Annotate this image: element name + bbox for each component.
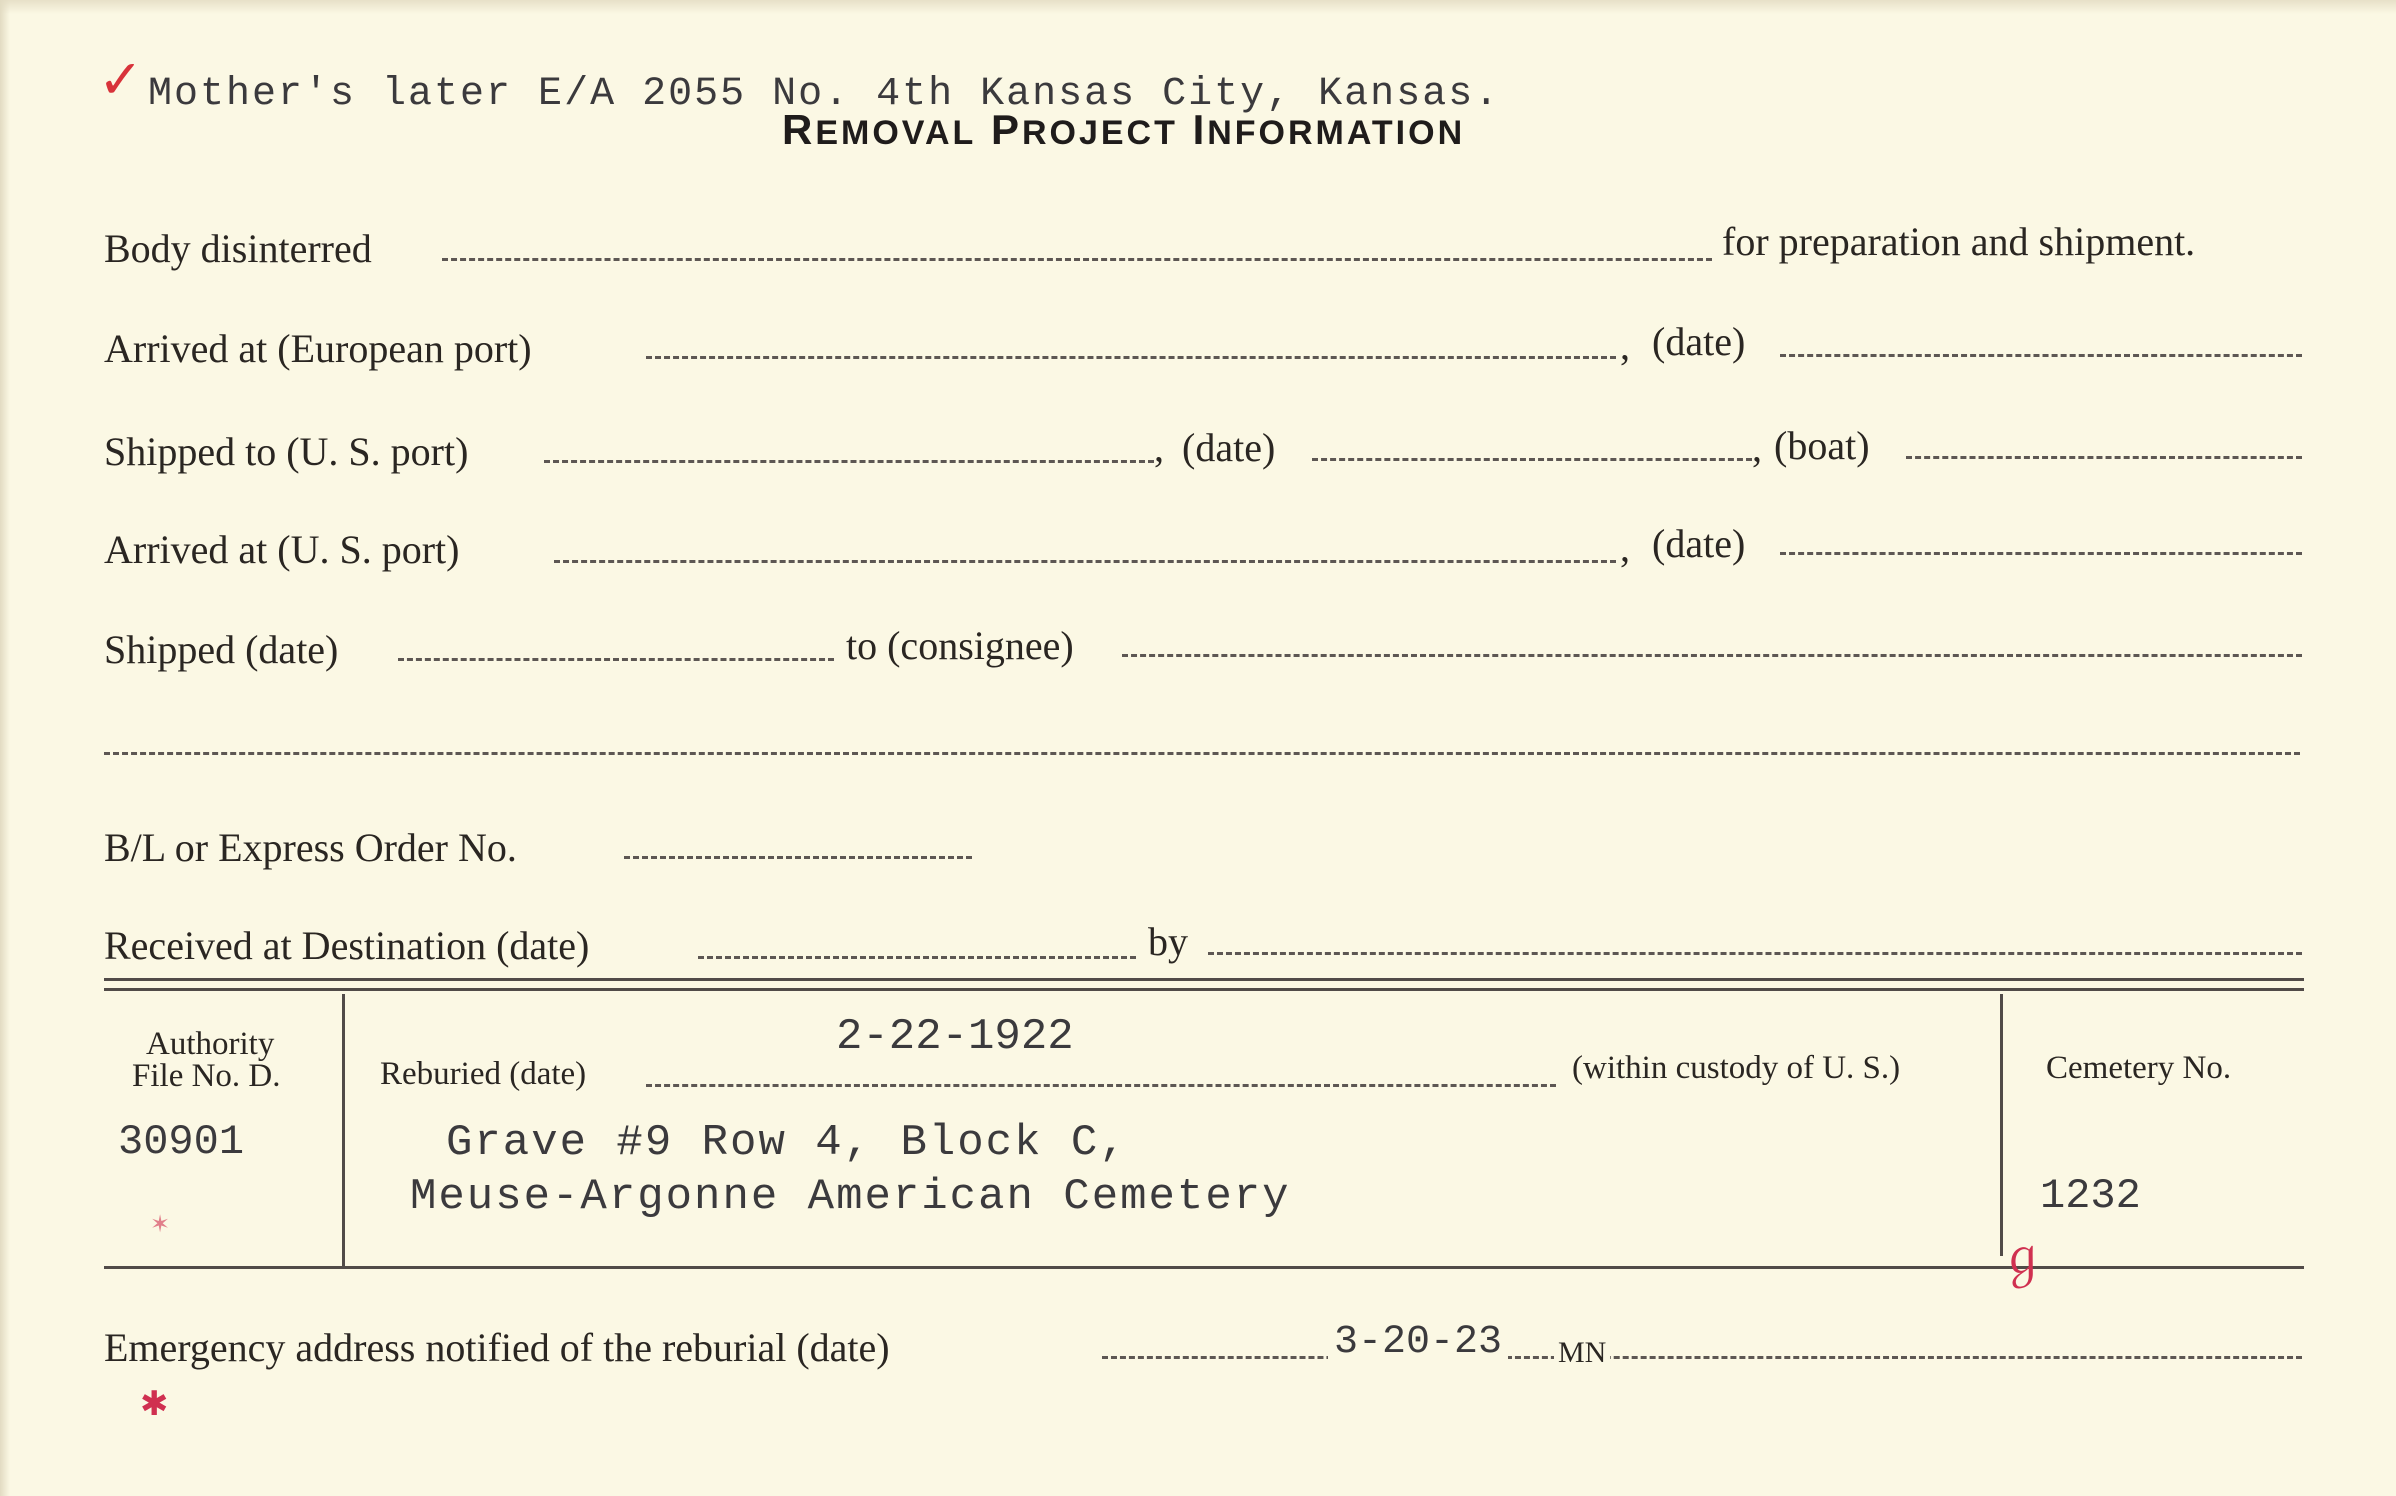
- bl-order-label: B/L or Express Order No.: [104, 825, 517, 870]
- comma: ,: [1154, 425, 1164, 470]
- reburied-line: [646, 1084, 1556, 1087]
- comma: ,: [1620, 525, 1630, 570]
- arrived-us-port-line: [554, 560, 1616, 563]
- shipped-date-line: [1312, 458, 1752, 461]
- paper-edge-left: [0, 0, 10, 1496]
- title-letter: P: [990, 106, 1022, 153]
- shipped-date-label: Shipped (date): [104, 627, 339, 672]
- continuation-line: [104, 752, 2300, 755]
- box-top-rule: [104, 978, 2304, 981]
- title-word: EMOVAL: [815, 114, 977, 152]
- ink-spot-icon: ✶: [150, 1210, 171, 1238]
- comma: ,: [1752, 425, 1762, 470]
- by-label: by: [1148, 919, 1188, 964]
- body-disinterred-label: Body disinterred: [104, 226, 372, 271]
- shipped-to-us-label: Shipped to (U. S. port): [104, 429, 469, 474]
- bl-order-line: [624, 856, 972, 859]
- arrived-european-label: Arrived at (European port): [104, 326, 532, 371]
- cemetery-no-label: Cemetery No.: [2046, 1050, 2232, 1086]
- cemetery-name: Meuse-Argonne American Cemetery: [410, 1172, 1291, 1222]
- reburied-date-value: 2-22-1922: [836, 1012, 1074, 1062]
- paper-edge-top: [0, 0, 2396, 14]
- consignee-label: to (consignee): [846, 623, 1074, 668]
- title-word: NFORMATION: [1207, 114, 1466, 152]
- typed-mother-address: Mother's later E/A 2055 No. 4th Kansas City, Kansas.: [148, 72, 1501, 117]
- received-by-line: [1208, 952, 2302, 955]
- received-date-line: [698, 956, 1136, 959]
- emergency-date-value: 3-20-23: [1328, 1320, 1508, 1365]
- emergency-date-line: [1102, 1356, 2302, 1359]
- box-bottom-rule: [104, 1266, 2304, 1269]
- title-letter: I: [1192, 106, 1208, 153]
- european-port-line: [646, 356, 1616, 359]
- custody-label: (within custody of U. S.): [1572, 1050, 1901, 1086]
- red-check-mark-icon: ✓: [98, 48, 144, 111]
- emergency-initials: MN: [1554, 1336, 1610, 1370]
- authority-file-number: 30901: [118, 1118, 245, 1166]
- received-destination-label: Received at Destination (date): [104, 923, 590, 968]
- title-word: ROJECT: [1021, 114, 1178, 152]
- comma: ,: [1620, 323, 1630, 368]
- us-port-line: [544, 460, 1154, 463]
- body-disinterred-line: [442, 258, 1712, 261]
- ink-spot-icon: ✱: [140, 1384, 169, 1424]
- arrived-us-label: Arrived at (U. S. port): [104, 527, 460, 572]
- emergency-address-label: Emergency address notified of the reburial (date): [104, 1325, 890, 1370]
- european-date-line: [1780, 354, 2302, 357]
- file-no-label: File No. D.: [132, 1058, 281, 1094]
- authority-label: Authority: [146, 1026, 275, 1062]
- title-letter: R: [782, 106, 816, 153]
- red-pencil-mark-icon: ℊ: [1991, 1224, 2053, 1292]
- box-divider-left: [342, 994, 345, 1268]
- for-preparation-label: for preparation and shipment.: [1722, 219, 2196, 264]
- date-label: (date): [1652, 521, 1746, 566]
- date-label: (date): [1182, 425, 1276, 470]
- grave-location: Grave #9 Row 4, Block C,: [446, 1118, 1128, 1168]
- boat-line: [1906, 456, 2302, 459]
- shipped-date-line: [398, 658, 834, 661]
- date-label: (date): [1652, 319, 1746, 364]
- consignee-line: [1122, 654, 2302, 657]
- box-divider-right: [2000, 994, 2003, 1256]
- boat-label: (boat): [1774, 423, 1870, 468]
- reburied-label: Reburied (date): [380, 1056, 587, 1092]
- box-top-rule-2: [104, 988, 2304, 991]
- form-title: [782, 106, 1465, 154]
- cemetery-number: 1232: [2040, 1172, 2141, 1220]
- arrived-us-date-line: [1780, 552, 2302, 555]
